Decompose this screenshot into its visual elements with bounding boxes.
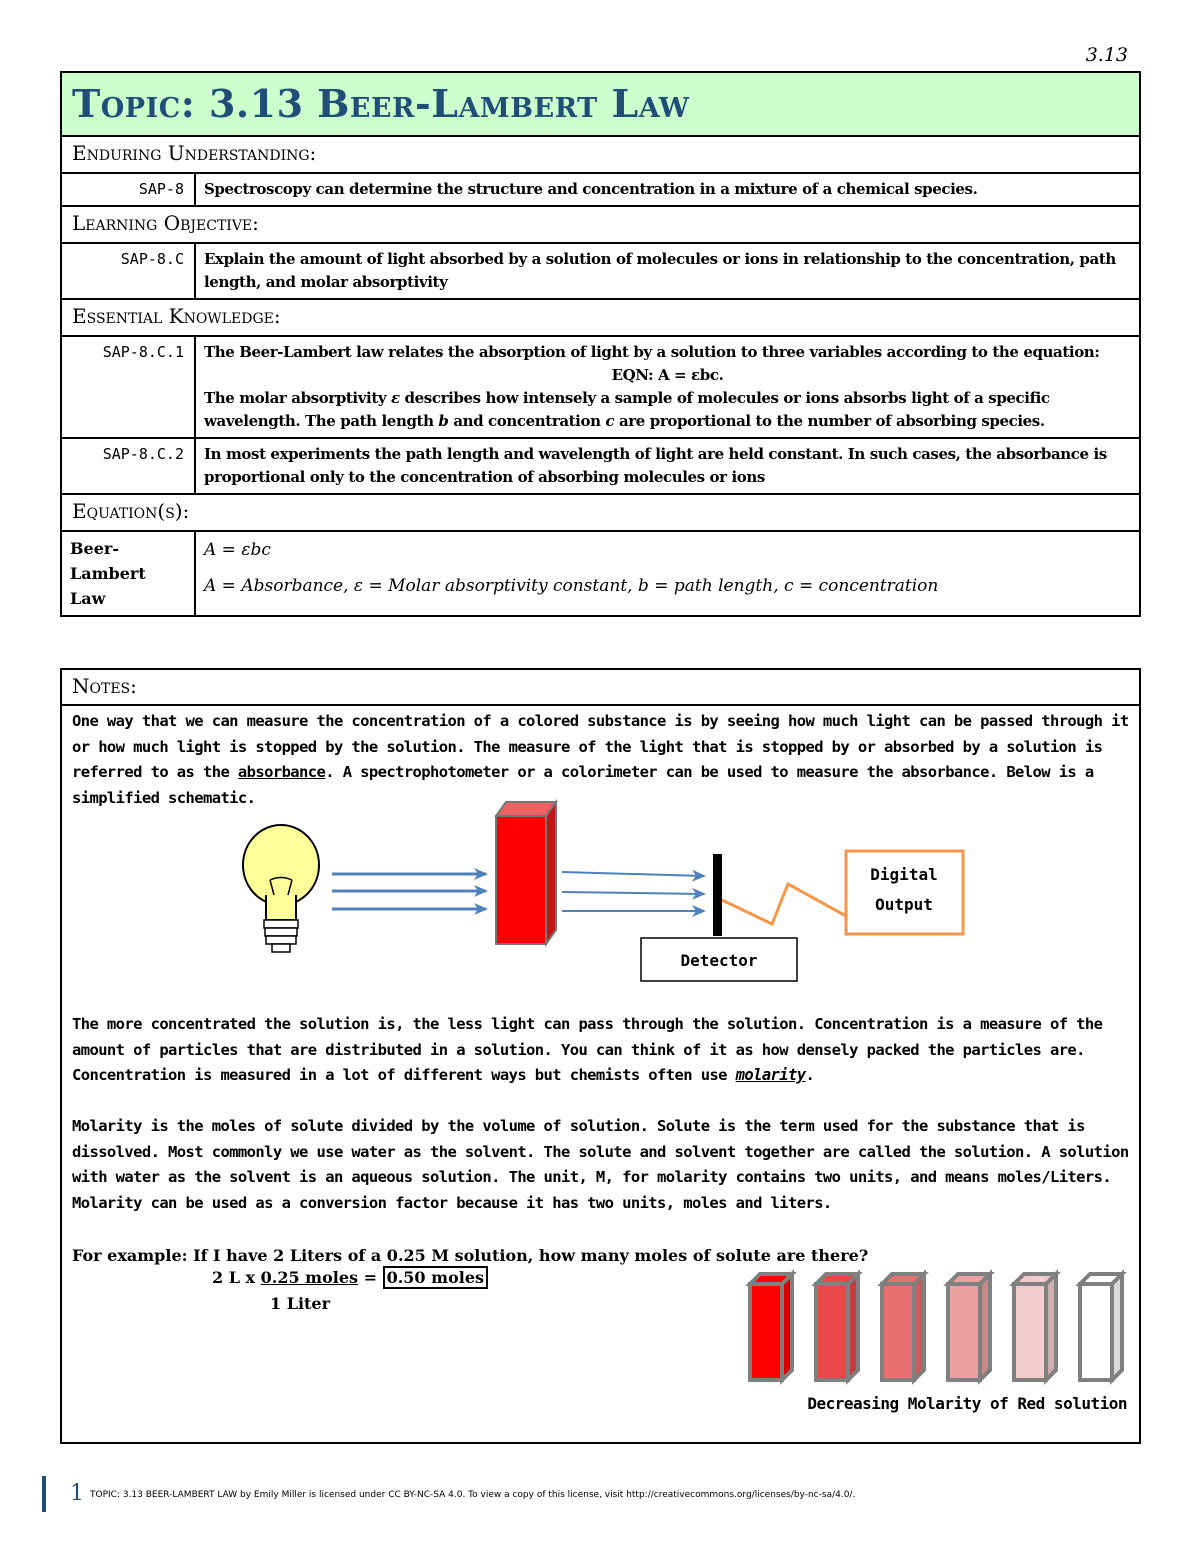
footer-page-number: 1 xyxy=(70,1481,84,1506)
footer-license: TOPIC: 3.13 BEER-LAMBERT LAW by Emily Miller is licensed under CC BY-NC-SA 4.0. To view a copy of this license, visit http://creativecommons.org/licenses/by-nc-sa/4.0/. xyxy=(90,1490,856,1500)
knowledge-line-2: The molar absorptivity ε describes how intensely a sample of molecules or ions absorbs light of a specific wavelength. The path length b and concentration c are proportional to the number of absorbing species. xyxy=(204,389,1050,430)
equations-heading: Equation(s): xyxy=(61,494,1140,531)
example-question: For example: If I have 2 Liters of a 0.25 M solution, how many moles of solute are there? xyxy=(72,1246,869,1265)
knowledge-text-2: In most experiments the path length and wavelength of light are held constant. In such cases, the absorbance is proportional only to the concentration of absorbing molecules or ions xyxy=(195,438,1140,494)
topic-table xyxy=(60,71,1141,617)
symbol-c: c xyxy=(605,412,615,430)
cuvette-5 xyxy=(1014,1274,1056,1380)
example-calculation: 2 L x 0.25 moles = 0.50 moles xyxy=(212,1268,488,1287)
title-cell xyxy=(61,72,1140,136)
sample-cuvette xyxy=(496,802,556,944)
page-title: Topic: 3.13 Beer-Lambert Law xyxy=(72,81,690,126)
footer-bar xyxy=(42,1476,46,1512)
digital-output-label-2: Output xyxy=(875,895,933,914)
notes-paragraph-3: Molarity is the moles of solute divided by the volume of solution. Solute is the term used for the substance that is dissolved. Most commonly we use water as the solvent. The solute and solvent together are called the solution. A solution with water as the solvent is an aqueous solution. The unit, M, for molarity contains two units, and means moles/Liters. Molarity can be used as a conversion factor because it has two units, moles and liters. xyxy=(72,1117,1129,1212)
calc-numerator: 0.25 moles xyxy=(260,1268,359,1287)
digital-output-box xyxy=(846,851,963,934)
knowledge-code-2: SAP-8.C.2 xyxy=(61,438,195,494)
enduring-heading: Enduring Understanding: xyxy=(61,136,1140,173)
equation-formula: A = εbc xyxy=(204,540,271,560)
knowledge-eqn: EQN: A = εbc. xyxy=(611,366,724,384)
cuvette-2 xyxy=(816,1274,858,1380)
detector-label: Detector xyxy=(680,951,758,970)
notes-paragraph-1: One way that we can measure the concentration of a colored substance is by seeing how much light can be passed through it or how much light is stopped by the solution. The measure of the light that is stopped by or absorbed by a solution is referred to as the absorbance. A spectrophotometer or a colorimeter can be used to measure the absorbance. Below is a simplified schematic. xyxy=(72,712,1129,807)
term-absorbance: absorbance xyxy=(237,763,326,781)
dilution-caption: Decreasing Molarity of Red solution xyxy=(807,1394,1127,1413)
detector-plate xyxy=(713,854,722,936)
calc-denominator: 1 Liter xyxy=(270,1294,331,1313)
symbol-b: b xyxy=(438,412,449,430)
enduring-text: Spectroscopy can determine the structure and concentration in a mixture of a chemical species. xyxy=(195,173,1140,206)
knowledge-heading: Essential Knowledge: xyxy=(61,299,1140,336)
cuvette-1 xyxy=(750,1274,792,1380)
cuvette-4 xyxy=(948,1274,990,1380)
calc-result: 0.50 moles xyxy=(383,1266,488,1289)
objective-text: Explain the amount of light absorbed by a solution of molecules or ions in relationship to the concentration, path length, and molar absorptivity xyxy=(195,243,1140,299)
knowledge-code-1: SAP-8.C.1 xyxy=(61,336,195,438)
notes-heading: Notes: xyxy=(62,670,1139,706)
knowledge-line-1: The Beer-Lambert law relates the absorption of light by a solution to three variables according to the equation: xyxy=(204,343,1100,361)
term-molarity: molarity xyxy=(735,1066,806,1084)
cuvette-6 xyxy=(1080,1274,1122,1380)
symbol-epsilon: ε xyxy=(391,389,400,407)
incident-light-arrows xyxy=(332,874,486,909)
knowledge-text-1 xyxy=(195,336,1140,438)
dilution-series xyxy=(750,1274,1122,1380)
equation-legend: A = Absorbance, ε = Molar absorptivity constant, b = path length, c = concentration xyxy=(204,576,939,596)
equation-name: Beer-Lambert Law xyxy=(61,531,195,616)
light-bulb-icon xyxy=(243,825,319,952)
notes-box xyxy=(60,668,1141,1444)
notes-paragraph-2: The more concentrated the solution is, the less light can pass through the solution. Concentration is a measure of the amount of particles that are distributed in a solution. You can think of it as how densely packed the particles are. Concentration is measured in a lot of different ways but chemists often use molarity. xyxy=(72,1015,1103,1084)
signal-wire xyxy=(722,884,846,924)
enduring-code: SAP-8 xyxy=(61,173,195,206)
cuvette-3 xyxy=(882,1274,924,1380)
objective-code: SAP-8.C xyxy=(61,243,195,299)
equation-cell xyxy=(195,531,1140,616)
digital-output-label-1: Digital xyxy=(870,865,938,884)
objective-heading: Learning Objective: xyxy=(61,206,1140,243)
page-label: 3.13 xyxy=(1085,44,1128,66)
transmitted-light-arrows xyxy=(562,872,704,911)
